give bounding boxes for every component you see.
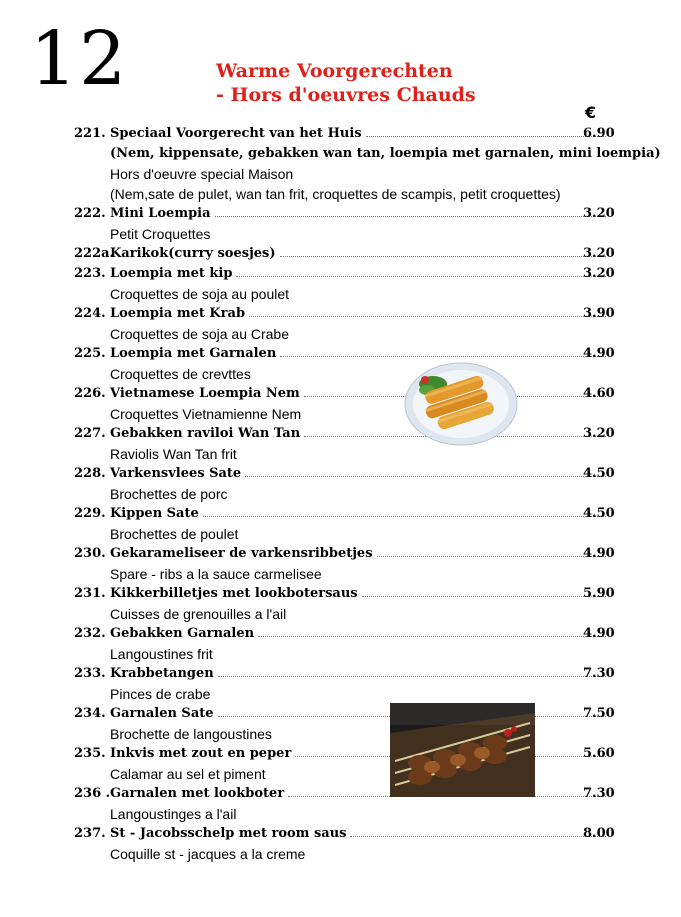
item-description: Brochette de langoustines bbox=[110, 726, 272, 742]
item-description: Croquettes Vietnamienne Nem bbox=[110, 406, 302, 422]
dot-leader bbox=[215, 215, 606, 217]
item-description: Brochettes de porc bbox=[110, 486, 228, 502]
item-name: Inkvis met zout en peper bbox=[110, 746, 292, 761]
item-description: Cuisses de grenouilles a l'ail bbox=[110, 606, 287, 622]
dot-leader bbox=[203, 515, 606, 517]
item-name-row bbox=[110, 386, 610, 401]
item-name-row bbox=[110, 466, 610, 481]
item-number: 232. bbox=[74, 626, 106, 641]
item-number: 227. bbox=[74, 426, 106, 441]
item-name: Loempia met Garnalen bbox=[110, 346, 277, 361]
item-name-row bbox=[110, 506, 610, 521]
item-price: 7.30 bbox=[583, 786, 615, 801]
item-name: Vietnamese Loempia Nem bbox=[110, 386, 300, 401]
item-number: 226. bbox=[74, 386, 106, 401]
item-name: Varkensvlees Sate bbox=[110, 466, 242, 481]
item-name: Speciaal Voorgerecht van het Huis bbox=[110, 126, 362, 141]
item-name: Gekarameliseer de varkensribbetjes bbox=[110, 546, 373, 561]
page-number: 12 bbox=[30, 16, 129, 102]
skewers-photo bbox=[390, 703, 535, 797]
item-number: 233. bbox=[74, 666, 106, 681]
item-name-row bbox=[110, 626, 610, 641]
dot-leader bbox=[258, 635, 606, 637]
dot-leader bbox=[366, 135, 606, 137]
item-description: Brochettes de poulet bbox=[110, 526, 239, 542]
item-price: 7.30 bbox=[583, 666, 615, 681]
dot-leader bbox=[249, 315, 606, 317]
item-description: (Nem, kippensate, gebakken wan tan, loempia met garnalen, mini loempia) bbox=[110, 146, 661, 161]
item-description: Petit Croquettes bbox=[110, 226, 211, 242]
dot-leader bbox=[280, 255, 606, 257]
dot-leader bbox=[280, 355, 606, 357]
spring-rolls-photo bbox=[403, 360, 519, 446]
item-name: Mini Loempia bbox=[110, 206, 211, 221]
item-number: 237. bbox=[74, 826, 106, 841]
item-number: 236 . bbox=[74, 786, 111, 801]
item-price: 5.90 bbox=[583, 586, 615, 601]
item-price: 3.90 bbox=[583, 306, 615, 321]
item-name: Krabbetangen bbox=[110, 666, 214, 681]
section-title-dutch: Warme Voorgerechten bbox=[216, 60, 453, 82]
item-number: 221. bbox=[74, 126, 106, 141]
item-number: 230. bbox=[74, 546, 106, 561]
item-number: 222. bbox=[74, 206, 106, 221]
item-description: Calamar au sel et piment bbox=[110, 766, 266, 782]
item-name: Karikok(curry soesjes) bbox=[110, 246, 276, 261]
item-description: Hors d'oeuvre special Maison bbox=[110, 166, 294, 182]
item-price: 4.90 bbox=[583, 546, 615, 561]
item-number: 222a. bbox=[74, 246, 115, 261]
item-price: 3.20 bbox=[583, 266, 615, 281]
item-name: Gebakken Garnalen bbox=[110, 626, 255, 641]
item-price: 4.90 bbox=[583, 626, 615, 641]
item-description: Spare - ribs a la sauce carmelisee bbox=[110, 566, 322, 582]
dot-leader bbox=[218, 675, 606, 677]
item-name-row bbox=[110, 346, 610, 361]
item-price: 5.60 bbox=[583, 746, 615, 761]
item-price: 8.00 bbox=[583, 826, 615, 841]
item-number: 224. bbox=[74, 306, 106, 321]
item-description: Pinces de crabe bbox=[110, 686, 211, 702]
item-description: Croquettes de soja au poulet bbox=[110, 286, 290, 302]
item-price: 4.90 bbox=[583, 346, 615, 361]
item-name-row bbox=[110, 546, 610, 561]
currency-symbol: € bbox=[585, 103, 597, 122]
item-description: Raviolis Wan Tan frit bbox=[110, 446, 237, 462]
dot-leader bbox=[245, 475, 606, 477]
item-name: Garnalen met lookboter bbox=[110, 786, 285, 801]
item-name-row bbox=[110, 246, 610, 261]
item-name: Garnalen Sate bbox=[110, 706, 214, 721]
item-name: Loempia met Krab bbox=[110, 306, 246, 321]
item-name-row bbox=[110, 426, 610, 441]
item-description: Croquettes de crevttes bbox=[110, 366, 251, 382]
item-price: 3.20 bbox=[583, 246, 615, 261]
item-name: Loempia met kip bbox=[110, 266, 233, 281]
item-price: 4.60 bbox=[583, 386, 615, 401]
item-number: 225. bbox=[74, 346, 106, 361]
item-name-row bbox=[110, 306, 610, 321]
item-name: Kikkerbilletjes met lookbotersaus bbox=[110, 586, 358, 601]
item-number: 235. bbox=[74, 746, 106, 761]
item-price: 6.90 bbox=[583, 126, 615, 141]
dot-leader bbox=[236, 275, 606, 277]
item-description: Langoustinges a l'ail bbox=[110, 806, 237, 822]
item-price: 7.50 bbox=[583, 706, 615, 721]
item-name: Gebakken raviloi Wan Tan bbox=[110, 426, 301, 441]
item-number: 234. bbox=[74, 706, 106, 721]
item-price: 3.20 bbox=[583, 206, 615, 221]
item-name: Kippen Sate bbox=[110, 506, 199, 521]
item-description: (Nem,sate de pulet, wan tan frit, croquettes de scampis, petit croquettes) bbox=[110, 186, 561, 202]
section-title bbox=[216, 59, 476, 107]
item-number: 229. bbox=[74, 506, 106, 521]
item-description: Croquettes de soja au Crabe bbox=[110, 326, 289, 342]
item-name-row bbox=[110, 746, 610, 761]
item-number: 228. bbox=[74, 466, 106, 481]
item-name-row bbox=[110, 826, 610, 841]
item-name-row bbox=[110, 586, 610, 601]
dot-leader bbox=[362, 595, 606, 597]
item-name-row bbox=[110, 666, 610, 681]
item-name-row bbox=[110, 266, 610, 281]
item-number: 223. bbox=[74, 266, 106, 281]
dot-leader bbox=[350, 835, 606, 837]
section-title-french: - Hors d'oeuvres Chauds bbox=[216, 84, 476, 106]
item-name-row bbox=[110, 786, 610, 801]
item-name-row bbox=[110, 206, 610, 221]
item-name: St - Jacobsschelp met room saus bbox=[110, 826, 347, 841]
item-price: 4.50 bbox=[583, 506, 615, 521]
item-price: 3.20 bbox=[583, 426, 615, 441]
item-number: 231. bbox=[74, 586, 106, 601]
item-description: Langoustines frit bbox=[110, 646, 213, 662]
item-price: 4.50 bbox=[583, 466, 615, 481]
item-name-row bbox=[110, 126, 610, 141]
dot-leader bbox=[377, 555, 606, 557]
item-name-row bbox=[110, 706, 610, 721]
item-description: Coquille st - jacques a la creme bbox=[110, 846, 306, 862]
